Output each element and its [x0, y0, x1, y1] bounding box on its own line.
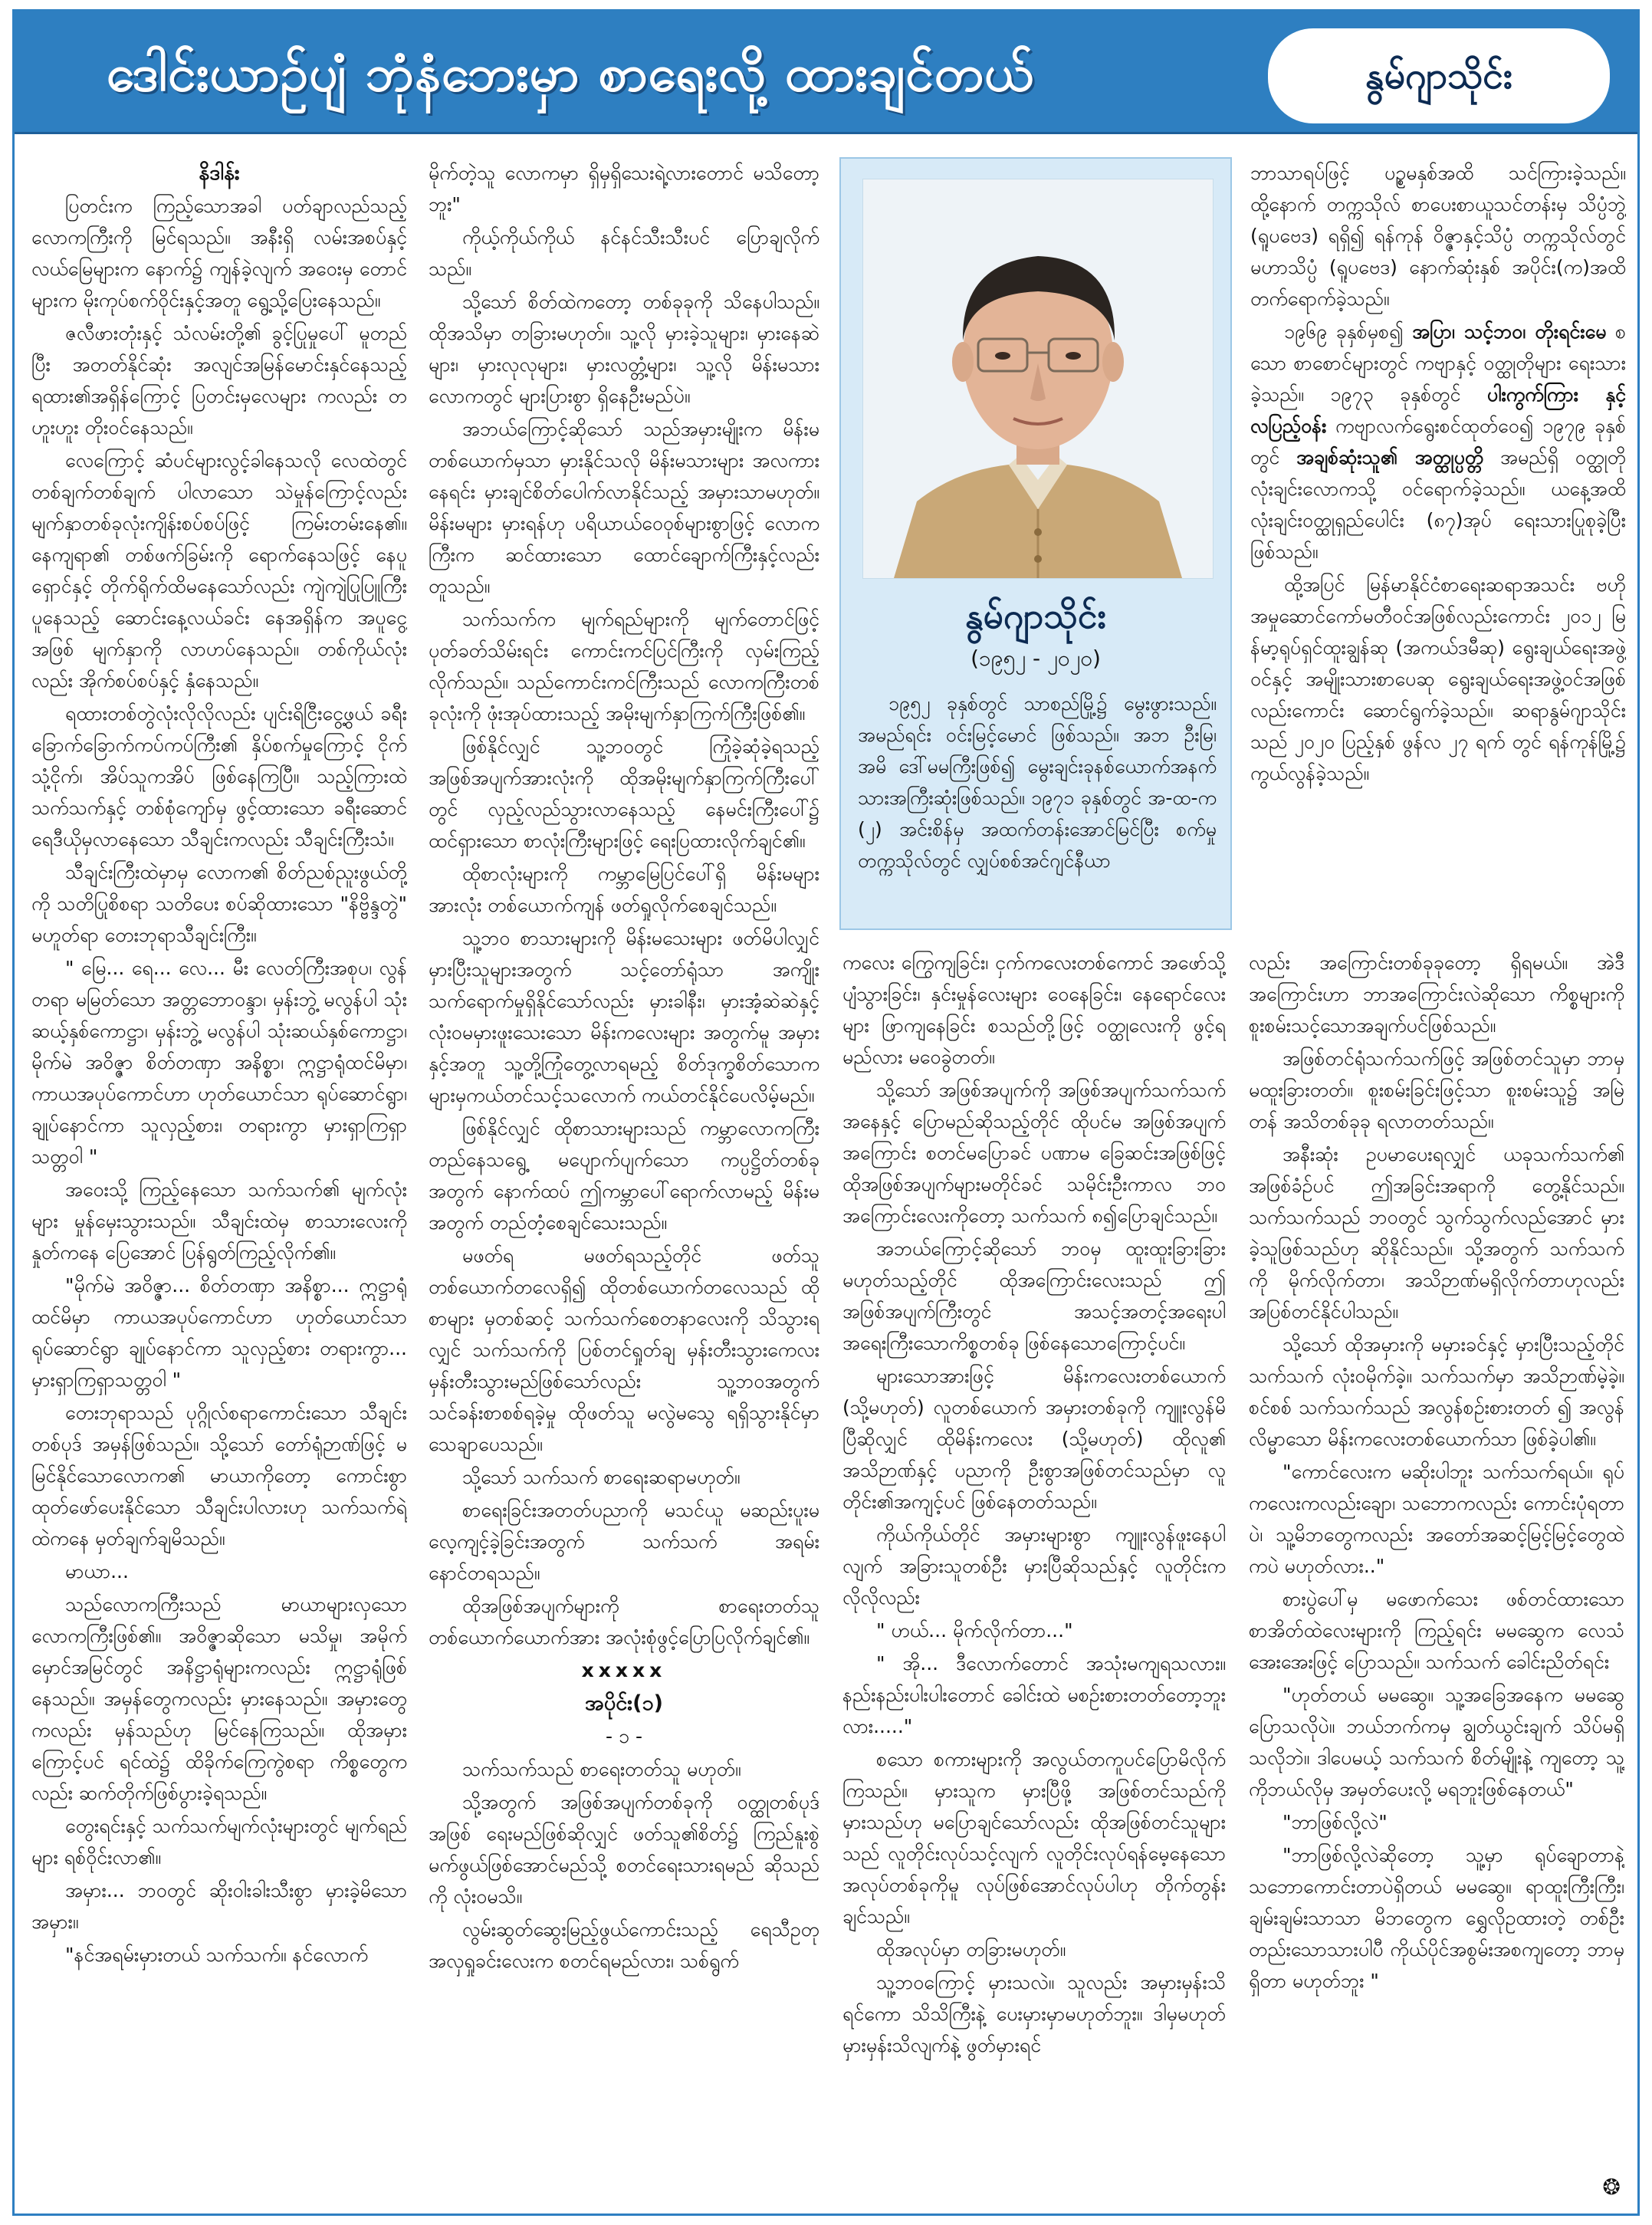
author-name: နွမ်ဂျာသိုင်း — [1365, 54, 1513, 97]
paragraph: အဝေးသို့ ကြည့်နေသော သက်သက်၏ မျက်လုံးများ မှုန်မှေးသွားသည်။ သီချင်းထဲမှ စာသားလေးကို နှုတ်ကနေ ပြေအောင် ပြန်ရွတ်ကြည့်လိုက်၏။ — [31, 1178, 407, 1264]
text-run: ကဗျာလက်ရွေးစင်ထုတ်ဝေ၍ ၁၉၇၉ ခုနှစ်တွင် — [1250, 415, 1626, 468]
paragraph: သီချင်းကြီးထဲမှာမှ လောက၏ စိတ်ညစ်ညူးဖွယ်တို့ကို သတိပြုစိစရာ သတိပေး စပ်ဆိုထားသော "နိဗ္ဗိန္ဒတွဲ" မဟူတ်ရာ တေးဘုရာသီချင်းကြီး။ — [31, 861, 407, 946]
paragraph: တေးဘုရာသည် ပုဂ္ဂိုလ်စရာကောင်းသော သီချင်းတစ်ပုဒ် အမှန်ဖြစ်သည်။ သို့သော် တော်ရုံဉာဏ်ဖြင့် မမြင်နိုင်သောလောက၏ မာယာကိုတော့ ကောင်းစွာထုတ်ဖော်ပေးနိုင်သော သီချင်းပါလားဟု သက်သက်ရဲ့ထဲကနေ မှတ်ချက်ချမိသည်။ — [31, 1402, 407, 1550]
paragraph: " အို... ဒီလောက်တောင် အသုံးမကျရသလား။ နည်းနည်းပါးပါးတောင် ခေါင်းထဲ မစဉ်းစားတတ်တော့ဘူးလား....." — [842, 1652, 1226, 1737]
paragraph: သို့အတွက် အဖြစ်အပျက်တစ်ခုကို ဝတ္ထုတစ်ပုဒ် အဖြစ် ရေးမည်ဖြစ်ဆိုလျှင် ဖတ်သူ၏စိတ်၌ ကြည်နူးစွဲမက်ဖွယ်ဖြစ်အောင်မည်သို့ စတင်ရေးသားရမည် ဆိုသည်ကို လုံးဝမသိ။ — [429, 1791, 819, 1908]
end-mark-icon: ❂ — [1602, 2174, 1621, 2200]
paragraph: ဇလီဖားတုံးနှင့် သံလမ်းတို့၏ ခွင့်ပြုမှုပေါ် မူတည်ပြီး အတတ်နိုင်ဆုံး အလျင်အမြန်မောင်းနှင်နေသည့် ရထား၏အရှိန်ကြောင့် ပြတင်းမှလေများ ကလည်း တဟူးဟူး တိုးဝင်နေသည်။ — [31, 322, 407, 439]
paragraph: လွမ်းဆွတ်ဆွေးမြည့်ဖွယ်ကောင်းသည့် ရေသီဥတုအလှရှုခင်းလေးက စတင်ရမည်လား၊ သစ်ရွက် — [429, 1918, 819, 1972]
paragraph: ထိုအလုပ်မှာ တခြားမဟုတ်။ — [876, 1938, 1066, 1960]
profile-dates: (၁၉၅၂ - ၂၀၂၀) — [971, 646, 1101, 671]
paragraph: မိုက်တဲ့သူ လောကမှာ ရှိမှရှိသေးရဲ့လားတောင် မသိတော့ဘူး" — [429, 162, 819, 215]
bold-title: အပြာ၊ သင့်ဘဝ၊ တိုးရင်းမေ — [1412, 320, 1607, 343]
author-profile-box — [839, 157, 1232, 930]
paragraph: ကိုယ်ကိုယ်တိုင် အမှားများစွာ ကျူးလွန်ဖူးနေပါလျက် အခြားသူတစ်ဦး မှားပြီဆိုသည်နှင့် လူတိုင်းက လိုလိုလည်း — [842, 1523, 1226, 1609]
paragraph: မဖတ်ရ မဖတ်ရသည့်တိုင် ဖတ်သူတစ်ယောက်တလေရှိ၍ ထိုတစ်ယောက်တလေသည် ထိုစာများ မှတစ်ဆင့် သက်သက်စေတနာလေးကို သိသွားရလျှင် သက်သက်ကို ပြစ်တင်ရှုတ်ချ မှန်းတီးသွားကေလး မှန်းတီးသွားမည်ဖြစ်သော်လည်း သူ့ဘဝအတွက် သင်ခန်းစာစစ်ရခဲ့မှု ထိုဖတ်သူ မလွဲမသွေ ရရှိသွားနိုင်မှာ သေချာပေသည်။ — [429, 1244, 819, 1455]
paragraph: သို့သော် သက်သက် စာရေးဆရာမဟုတ်။ — [462, 1466, 741, 1488]
paragraph: ထိုစာလုံးများကို ကမ္ဘာမြေပြင်ပေါ်ရှိ မိန်းမများအားလုံး တစ်ယောက်ကျန် ဖတ်ရှုလိုက်စေချင်သည်။ — [429, 863, 819, 916]
profile-name: နွမ်ဂျာသိုင်း — [964, 595, 1107, 636]
column-2 — [429, 157, 819, 2200]
column-3 — [842, 947, 1226, 2200]
column-4 — [1249, 947, 1624, 2200]
title-banner — [15, 12, 1637, 134]
part-number: - ၁ - — [606, 1725, 642, 1747]
paragraph: ရထားတစ်တွဲလုံးလိုလိုလည်း ပျင်းရိငြီးငွေ့ဖွယ် ခရီးခြောက်ခြောက်ကပ်ကပ်ကြီး၏ နှိပ်စက်မှုကြောင့် ငိုက်သုံ့ငိုက်၊ အိပ်သူကအိပ် ဖြစ်နေကြပြီ။ သည့်ကြားထဲ သက်သက်နှင့် တစ်စုံကျော်မှ ဖွင့်ထားသော ခရီးဆောင်ရေဒီယိုမှလာနေသော သီချင်းကလည်း သီချင်းကြီးသံ။ — [31, 702, 407, 850]
bold-title: အချစ်ဆုံးသူ၏ အတ္ထုပ္ပတ္တိ — [1296, 446, 1484, 468]
paragraph: စာရေးခြင်းအတတ်ပညာကို မသင်ယူ မဆည်းပူးမလေ့ကျင့်ခဲ့ခြင်းအတွက် သက်သက် အရမ်းနောင်တရသည်။ — [429, 1499, 819, 1584]
paragraph: လည်း အကြောင်းတစ်ခုခုတော့ ရှိရမယ်။ အဲဒီ အကြောင်းဟာ ဘာအကြောင်းလဲဆိုသော ကိစ္စများကို စူးစမ်းသင့်သောအချက်ပင်ဖြစ်သည်။ — [1249, 951, 1624, 1037]
page-frame — [12, 9, 1640, 2216]
profile-bio-text: ၁၉၅၂ ခုနှစ်တွင် သာစည်မြို့၌ မွေးဖွားသည်။ အမည်ရင်း ဝင်းမြင့်မောင် ဖြစ်သည်။ အဘ ဦးမြ၊ အမိ ဒေါ်မမကြီးဖြစ်၍ မွေးချင်းခုနစ်ယောက်အနက် သားအကြီးဆုံးဖြစ်သည်။ ၁၉၇၁ ခုနှစ်တွင် အ-ထ-က (၂) အင်းစိန်မှ အထက်တန်းအောင်မြင်ပြီး စက်မှုတက္ကသိုလ်တွင် လျှပ်စစ်အင်ဂျင်နီယာ — [858, 692, 1217, 872]
paragraph: သူ့ဘဝကြောင့် မှားသလဲ။ သူလည်း အမှားမှန်းသိရင်ကော သိသိကြီးနဲ့ ပေးမှားမှာမဟုတ်ဘူး။ ဒါမှမဟုတ် မှားမှန်းသိလျက်နဲ့ ဖွတ်မှားရင် — [842, 1971, 1226, 2056]
paragraph: အဘယ်ကြောင့်ဆိုသော် ဘဝမှ ထူးထူးခြားခြား မဟုတ်သည့်တိုင် ထိုအကြောင်းလေးသည် ဤ အဖြစ်အပျက်ကြီးတွင် အသင့်အတင့်အရေးပါ အရေးကြီးသောကိစ္စတစ်ခု ဖြစ်နေသောကြောင့်ပင်။ — [842, 1237, 1226, 1354]
column-4-bio — [1250, 157, 1626, 932]
author-badge — [1268, 28, 1610, 123]
text-run: ၁၉၆၉ ခုနှစ်မှစ၍ — [1284, 320, 1413, 343]
paragraph: လေကြောင့် ဆံပင်များလွင့်ခါနေသလို လေထဲတွင် တစ်ချက်တစ်ချက် ပါလာသော သဲမှုန်ကြောင့်လည်း မျက်နှာတစ်ခုလုံးကျိန်းစပ်စပ်ဖြင့် ကြမ်းတမ်းနေ၏။ နေကျရာ၏ တစ်ဖက်ခြမ်းကို ရောက်နေသဖြင့် နေပူရှောင်နှင့် တိုက်ရိုက်ထိမနေသော်လည်း ကျဲကျဲပြုပြူကြီးပူနေသည့် ဆောင်းနေ့လယ်ခင်း နေအရှိန်က အပူငွေ့အဖြစ် မျက်နှာကို လာဟပ်နေသည်။ တစ်ကိုယ်လုံးလည်း အိုက်စပ်စပ်နှင့် နှံနေသည်။ — [31, 449, 407, 692]
paragraph: "နင်အရမ်းမှားတယ် သက်သက်။ နင်လောက် — [65, 1944, 369, 1966]
paragraph: အဖြစ်တင်ရုံသက်သက်ဖြင့် အဖြစ်တင်သူမှာ ဘာမှမထူးခြားတတ်။ စူးစမ်းခြင်းဖြင့်သာ စူးစမ်းသူ၌ အမြဲတန် အသိတစ်ခုခု ရလာတတ်သည်။ — [1249, 1047, 1624, 1132]
paragraph: "မိုက်မဲ အဝိဇ္ဇာ... စိတ်တဏှာ အနိစ္စာ... ဣဋ္ဌာရုံထင်မိမှာ ကာယအပုပ်ကောင်ဟာ ဟုတ်ယောင်သာ ရုပ်ဆောင်ရွာ ချုပ်နောင်ကာ သူလှည့်စား တရားကွာ... မှားရှာကြရှာသတ္တဝါ " — [31, 1274, 407, 1391]
part-heading: အပိုင်း(၁) — [585, 1691, 663, 1715]
paragraph: ထို့အပြင် မြန်မာနိုင်ငံစာရေးဆရာအသင်း ဗဟိုအမှုဆောင်ကော်မတီဝင်အဖြစ်လည်းကောင်း ၂၀၁၂ မြန်မာ့ရုပ်ရှင်ထူးချွန်ဆု (အကယ်ဒမီဆု) ရွေးချယ်ရေးအဖွဲ့ဝင်နှင့် အမျိုးသားစာပေဆု ရွေးချယ်ရေးအဖွဲ့ဝင်အဖြစ် လည်းကောင်း ဆောင်ရွက်ခဲ့သည်။ ဆရာနွမ်ဂျာသိုင်းသည် ၂၀၂၀ ပြည့်နှစ် ဖွန်လ ၂၇ ရက် တွင် ရန်ကုန်မြို့၌ ကွယ်လွန်ခဲ့သည်။ — [1250, 574, 1626, 784]
paragraph: "ဟုတ်တယ် မမဆွေ။ သူ့အခြေအနေက မမဆွေပြောသလိုပဲ။ ဘယ်ဘက်ကမှ ချွတ်ယွင်းချက် သိပ်မရှိသလိုဘဲ။ ဒါပေမယ့် သက်သက် စိတ်မျိုးနဲ့ ကျတော့ သူ့ကိုဘယ်လိုမှ အမှတ်ပေးလို့ မရဘူးဖြစ်နေတယ်" — [1249, 1684, 1624, 1800]
section-separator: xxxxx — [581, 1659, 667, 1681]
text-run: စသော စာစောင်များတွင် ကဗျာနှင့် ဝတ္ထုတိုများ ရေးသားခဲ့သည်။ ၁၉၇၃ ခုနှစ်တွင် — [1250, 320, 1626, 406]
paragraph: အဘယ်ကြောင့်ဆိုသော် သည်အမှားမျိုးက မိန်းမတစ်ယောက်မှသာ မှားနိုင်သလို မိန်းမသားများ အလကားနေရင်း မှားချင်စိတ်ပေါက်လာနိုင်သည့် အမှားသာမဟုတ်။ မိန်းမများ မှားရန်ဟု ပရိယာယ်ဝေဝုစ်များစွာဖြင့် လောကကြီးက ဆင်ထားသော ထောင်ချောက်ကြီးနှင့်လည်း တူသည်။ — [429, 418, 819, 597]
paragraph: သို့သော် အဖြစ်အပျက်ကို အဖြစ်အပျက်သက်သက်အနေနှင့် ပြောမည်ဆိုသည့်တိုင် ထိုပင်မ အဖြစ်အပျက်အကြောင်း စတင်မပြောခင် ပဏာမ ခြေဆင်းအဖြစ်ဖြင့် ထိုအဖြစ်အပျက်များမတိုင်ခင် သမိုင်းဦးကာလ ဘဝအကြောင်းလေးကိုတော့ သက်သက် ၈၍ပြောချင်သည်။ — [842, 1079, 1226, 1227]
paragraph: တွေးရင်းနှင့် သက်သက်မျက်လုံးများတွင် မျက်ရည်များ ရစ်ဝိုင်းလာ၏။ — [31, 1815, 407, 1868]
paragraph: ကိုယ့်ကိုယ်ကိုယ် နင်နင်သီးသီးပင် ပြောချလိုက်သည်။ — [429, 226, 819, 280]
paragraph: သူ့ဘဝ စာသားများကို မိန်းမသေးများ ဖတ်မိပါလျှင် မှားပြီးသူများအတွက် သင့်တော်ရုံသာ အကျိုးသက်ရောက်မှုရှိနိုင်သော်လည်း မှားခါနီး၊ မှားအံ့ဆဲဆဲနှင့် လုံးဝမမှားဖူးသေးသော မိန်းကလေးများ အတွက်မူ အမှားနှင့်အတူ သူ့တို့ကြုံတွေ့လာရမည့် စိတ်ဒုက္ခစိတ်သောကများမှကယ်တင်သင့်သလောက် ကယ်တင်နိုင်ပေလိမ့်မည်။ — [429, 927, 819, 1106]
paragraph: သို့သော် ထိုအမှားကို မမှားခင်နှင့် မှားပြီးသည့်တိုင် သက်သက် လုံးဝမိုက်ခဲ့။ သက်သက်မှာ အသိဉာဏ်မဲ့ခဲ့။ စင်စစ် သက်သက်သည် အလွန်စဉ်းစားတတ် ၍ အလွန်လိမ္မာသော မိန်းကလေးတစ်ယောက်သာ ဖြစ်ခဲ့ပါ၏။ — [1249, 1333, 1624, 1450]
story-title: ဒေါင်းယာဥ်ပျံ ဘုံနံဘေးမှာ စာရေးလို့ ထားချင်တယ် — [107, 44, 1035, 103]
paragraph: အမှား... ဘဝတွင် ဆိုးဝါးခါးသီးစွာ မှားခဲ့မိသော အမှား။ — [31, 1879, 407, 1933]
profile-bio — [858, 688, 1217, 876]
paragraph: သက်သက်က မျက်ရည်များကို မျက်တောင်ဖြင့် ပုတ်ခတ်သိမ်းရင်း ကောင်းကင်ပြင်ကြီးကို လှမ်းကြည့်လိုက်သည်။ သည်ကောင်းကင်ကြီးသည် လောကကြီးတစ်ခုလုံးကို ဖုံးအုပ်ထားသည့် အမိုးမျက်နှာကြက်ကြီးဖြစ်၏။ — [429, 608, 819, 725]
paragraph: "ကောင်လေးက မဆိုးပါဘူး သက်သက်ရယ်။ ရုပ်ကလေးကလည်းချော၊ သဘောကလည်း ကောင်းပုံရတာပဲ၊ သူ့မိဘတွေကလည်း အတော်အဆင့်မြင့်မြင့်တွေထဲကပဲ မဟုတ်လား.." — [1249, 1461, 1624, 1577]
column-1 — [31, 157, 407, 2200]
paragraph: စားပွဲပေါ်မှ မဖောက်သေး ဖစ်တင်ထားသော စာအိတ်ထဲလေးများကို ကြည့်ရင်း မမဆွေက လေသံအေးအေးဖြင့် ပြောသည်။ သက်သက် ခေါင်းညိတ်ရင်း — [1249, 1588, 1624, 1673]
paragraph: အနီးဆုံး ဥပမာပေးရလျှင် ယခုသက်သက်၏ အဖြစ်ခံဉ်ပင် ဤအခြင်းအရာကို တွေ့နိုင်သည်။ သက်သက်သည် ဘဝတွင် သွက်သွက်လည်အောင် မှားခဲ့သူဖြစ်သည်ဟု ဆိုနိုင်သည်။ သို့အတွက် သက်သက်ကို မိုက်လိုက်တာ၊ အသိဉာဏ်မရှိလိုက်တာဟုလည်း အပြစ်တင်နိုင်ပါသည်။ — [1249, 1143, 1624, 1323]
paragraph: ပြတင်းက ကြည့်သောအခါ ပတ်ချာလည်သည့် လောကကြီးကို မြင်ရသည်။ အနီးရှိ လမ်းအစပ်နှင့် လယ်မြေများက နောက်၌ ကျန်ခဲ့လျက် အဝေးမှ တောင်များက မိုးကုပ်စက်ဝိုင်းနှင့်အတူ ရွေ့သို့ပြေးနေသည်။ — [31, 195, 407, 311]
paragraph: " မြေ... ရေ... လေ... မီး လေတ်ကြီးအစုပ၊ လွန်တရာ မမြတ်သော အတ္တဘောဝန္ဒာ၊ မှန်းဘွဲ့ မလွန်ပါ သုံးဆယ့်နှစ်ကောဋ္ဌာ၊ မှန်းဘွဲ့ မလွန်ပါ သုံးဆယ်နှစ်ကောဋ္ဌာ၊ မိုက်မဲ အဝိဇ္ဇာ စိတ်တဏှာ အနိစ္စာ၊ ဣဋ္ဌာရုံထင်မိမှာ၊ ကာယအပုပ်ကောင်ဟာ ဟုတ်ယောင်သာ ရုပ်ဆောင်ရွာ၊ ချုပ်နောင်ကာ သူလှည့်စား၊ တရားကွာ မှားရှာကြရှာသတ္တဝါ " — [31, 957, 407, 1168]
text-run: အမည်ရှိ ဝတ္ထုတို လုံးချင်းလောကသို့ ဝင်ရောက်ခဲ့သည်။ ယနေ့အထိ လုံးချင်းဝတ္ထုရှည်ပေါင်း (၈၇)အုပ် ရေးသားပြုစုခဲ့ပြီးဖြစ်သည်။ — [1250, 446, 1626, 563]
paragraph: များသောအားဖြင့် မိန်းကလေးတစ်ယောက် (သို့မဟုတ်) လူတစ်ယောက် အမှားတစ်ခုကို ကျူးလွန်မိပြီဆိုလျှင် ထိုမိန်းကလေး (သို့မဟုတ်) ထိုလူ၏ အသိဉာဏ်နှင့် ပညာကို ဦးစွာအဖြစ်တင်သည်မှာ လူတိုင်း၏အကျင့်ပင် ဖြစ်နေတတ်သည်။ — [842, 1365, 1226, 1513]
author-portrait — [862, 179, 1214, 579]
paragraph: ထိုအဖြစ်အပျက်များကို စာရေးတတ်သူ တစ်ယောက်ယောက်အား အလုံးစုံဖွင့်ပြောပြလိုက်ချင်၏။ — [429, 1595, 819, 1648]
paragraph: ကလေး ကြွေကျခြင်း၊ ငှက်ကလေးတစ်ကောင် အဖော်သို့ ပျံသွားခြင်း၊ နှင်းမှုန်လေးများ ဝေနေခြင်း၊ နေရောင်လေးများ ဖြာကျနေခြင်း စသည်တို့ဖြင့် ဝတ္ထုလေးကို ဖွင့်ရမည်လား မဝေခွဲတတ်။ — [842, 951, 1226, 1068]
paragraph: ဖြစ်နိုင်လျှင် ထိုစာသားများသည် ကမ္ဘာလောကကြီး တည်နေသရွေ့ မပျောက်ပျက်သော ကပ္ပဋ္ဌိတ်တစ်ခုအတွက် နောက်ထပ် ဤကမ္ဘာပေါ်ရောက်လာမည့် မိန်းမအတွက် တည်တံ့စေချင်သေးသည်။ — [429, 1117, 819, 1234]
section-heading: နိဒါန်း — [199, 161, 240, 185]
paragraph: "ဘာဖြစ်လို့လဲဆိုတော့ သူ့မှာ ရုပ်ချောတာနဲ့ သဘောကောင်းတာပဲရှိတယ် မမဆွေ။ ရာထူးကြီးကြီး၊ ချမ်းချမ်းသာသာ မိဘတွေက ရွှေလိုဥထားတဲ့ တစ်ဦးတည်းသောသားပါပီ ကိုယ်ပိုင်အစွမ်းအစကျတော့ ဘာမှရှိတာ မဟုတ်ဘူး " — [1249, 1844, 1624, 1992]
paragraph: ဘာသာရပ်ဖြင့် ပဉ္စမနှစ်အထိ သင်ကြားခဲ့သည်။ ထို့နောက် တက္ကသိုလ် စာပေးစာယူသင်တန်းမှ သိပ္ပံဘွဲ့ (ရူပဗေဒ) ရရှိ၍ ရန်ကုန် ဝိဇ္ဇာနှင့်သိပ္ပံ တက္ကသိုလ်တွင် မဟာသိပ္ပံ (ရူပဗေဒ) နောက်ဆုံးနှစ် အပိုင်း(က)အထိ တက်ရောက်ခဲ့သည်။ — [1250, 162, 1626, 310]
bold-title: ပါးကွက်ကြား နှင့် လပြည့်ဝန်း — [1250, 383, 1626, 437]
paragraph: " ဟယ်... မိုက်လိုက်တာ..." — [876, 1619, 1073, 1642]
portrait-illustration — [863, 179, 1213, 578]
paragraph: "ဘာဖြစ်လို့လဲ" — [1283, 1811, 1388, 1833]
paragraph — [1250, 316, 1626, 567]
paragraph: စသော စကားများကို အလွယ်တကူပင်ပြောမိလိုက်ကြသည်။ မှားသူက မှားပြီဖို့ အဖြစ်တင်သည်ကို မှားသည်ဟု မပြောချင်သော်လည်း ထိုအဖြစ်တင်သူများသည် လူတိုင်းလုပ်သင့်လျက် လူတိုင်းလုပ်ရန်မေ့နေသော အလုပ်တစ်ခုကိုမူ လုပ်ဖြစ်အောင်လုပ်ပါဟု တိုက်တွန်းချင်သည်။ — [842, 1748, 1226, 1928]
paragraph: သည်လောကကြီးသည် မာယာများလှသော လောကကြီးဖြစ်၏။ အဝိဇ္ဇာဆိုသော မသိမှု၊ အမိုက်မှောင်အမြင်တွင် အနိဋ္ဌာရုံများကလည်း ဣဋ္ဌာရုံဖြစ်နေသည်။ အမှန်တွေကလည်း မှားနေသည်။ အမှားတွေကလည်း မှန်သည်ဟု မြင်နေကြသည်။ ထိုအမှားကြောင့်ပင် ရင်ထဲ၌ ထိခိုက်ကြေကွဲစရာ ကိစ္စတွေကလည်း ဆက်တိုက်ဖြစ်ပွားခဲ့ရသည်။ — [31, 1593, 407, 1804]
paragraph: သက်သက်သည် စာရေးတတ်သူ မဟုတ်။ — [462, 1758, 741, 1780]
paragraph: မာယာ... — [65, 1560, 129, 1582]
paragraph: ဖြစ်နိုင်လျှင် သူ့ဘဝတွင် ကြုံခဲ့ဆုံခဲ့ရသည့် အဖြစ်အပျက်အားလုံးကို ထိုအမိုးမျက်နှာကြက်ကြီးပေါ်တွင် လှည့်လည်သွားလာနေသည့် နေမင်းကြီးပေါ်၌ ထင်ရှားသော စာလုံးကြီးများဖြင့် ရေးပြထားလိုက်ချင်၏။ — [429, 735, 819, 852]
paragraph: သို့သော် စိတ်ထဲကတော့ တစ်ခုခုကို သိနေပါသည်။ ထိုအသိမှာ တခြားမဟုတ်။ သူ့လို မှားခဲ့သူများ၊ မှားနေဆဲများ၊ မှားလုလုများ၊ မှားလတ္တံ့များ၊ သူ့လို မိန်းမသားလောကတွင် များပြားစွာ ရှိနေဦးမည်ပဲ။ — [429, 291, 819, 407]
